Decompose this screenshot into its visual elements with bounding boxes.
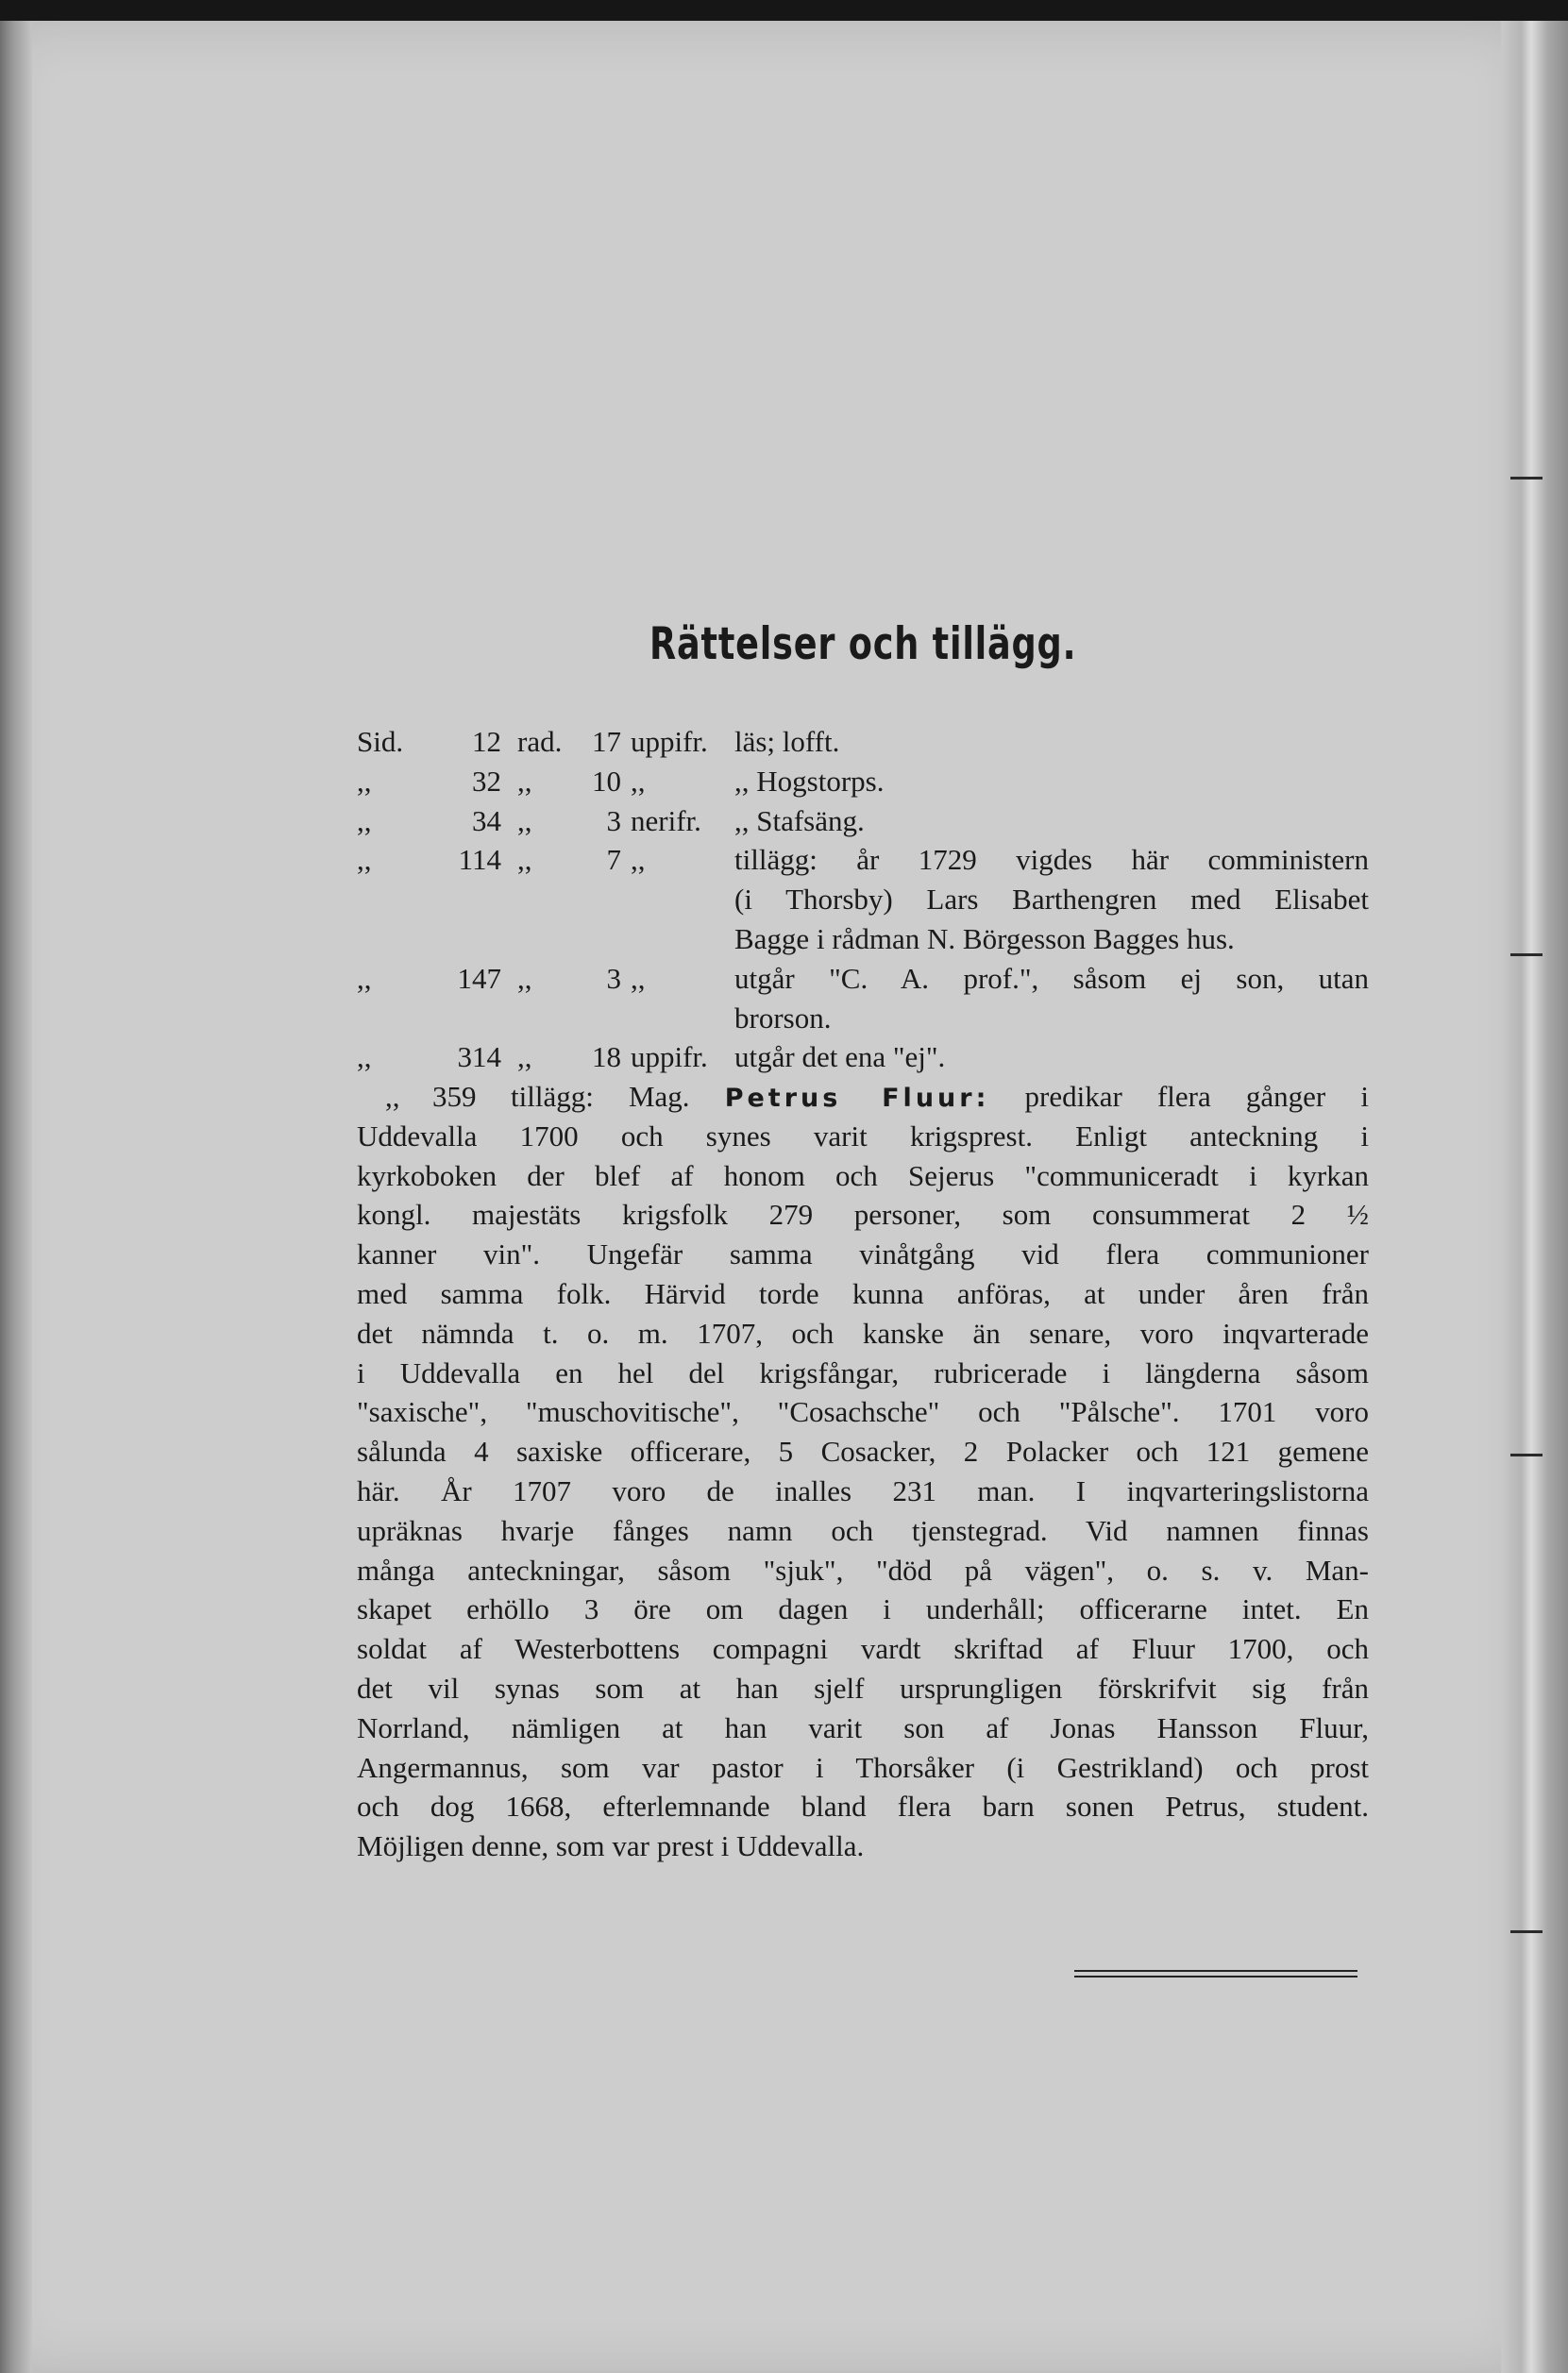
addendum-paragraph (357, 1077, 1369, 1866)
addendum-first-text (511, 1077, 1369, 1119)
addendum-line: upräknas hvarje fånges namn och tjenstegrad. Vid namnen finnas (357, 1513, 1369, 1547)
errata-correction (734, 722, 1369, 762)
errata-prefix: ,, (357, 843, 372, 877)
addendum-line: soldat af Westerbottens compagni vardt skriftad af Fluur 1700, och (357, 1632, 1369, 1666)
errata-correction-line: utgår det ena "ej". (734, 1040, 946, 1074)
errata-correction (734, 840, 1369, 958)
addendum-line: "saxische", "muschovitische", "Cosachsche" och "Pålsche". 1701 voro (357, 1395, 1369, 1429)
errata-line: 10 (592, 764, 621, 798)
page-edge-mark (1510, 477, 1543, 480)
errata-direction: uppifr. (631, 1040, 708, 1074)
addendum-name: Petrus Fluur: (724, 1084, 990, 1113)
addendum-line: med samma folk. Härvid torde kunna anföras, at under åren från (357, 1276, 1369, 1310)
page-edge-mark (1510, 1454, 1543, 1456)
errata-correction-line: (i Thorsby) Lars Barthengren med Elisabet (734, 883, 1369, 917)
errata-page: 32 (472, 764, 501, 798)
addendum-line: det nämnda t. o. m. 1707, och kanske än senare, voro inqvarterade (357, 1316, 1369, 1350)
errata-prefix: ,, (357, 961, 372, 995)
addendum-first-rest: predikar flera gånger i (1024, 1080, 1369, 1113)
errata-direction: ,, (631, 961, 646, 995)
errata-line: 7 (606, 843, 621, 877)
closing-rule (1074, 1970, 1357, 1972)
page-title: Rättelser och tillägg. (649, 618, 1077, 670)
errata-correction-line: läs; lofft. (734, 725, 840, 758)
errata-line: 3 (606, 961, 621, 995)
errata-direction: nerifr. (631, 803, 701, 837)
errata-correction (734, 1037, 1369, 1077)
addendum-line: Uddevalla 1700 och synes varit krigsprest. Enligt anteckning i (357, 1119, 1369, 1153)
addendum-first-line (357, 1077, 1369, 1117)
errata-row-label: ,, (517, 1040, 532, 1074)
errata-correction (734, 801, 1369, 841)
addendum-page-number: 359 (432, 1080, 477, 1113)
errata-row (357, 840, 1369, 958)
errata-row (357, 959, 1369, 1038)
addendum-line: det vil synas som at han sjelf ursprungligen förskrifvit sig från (357, 1671, 1369, 1705)
addendum-line: Norrland, nämligen at han varit son af Jonas Hansson Fluur, (357, 1710, 1369, 1744)
errata-list (357, 722, 1369, 1077)
errata-direction: ,, (631, 764, 646, 798)
addendum-line: många anteckningar, såsom "sjuk", "död på vägen", o. s. v. Man- (357, 1553, 1369, 1587)
errata-correction-line: Bagge i rådman N. Börgesson Bagges hus. (734, 921, 1235, 955)
addendum-line: Angermannus, som var pastor i Thorsåker (i Gestrikland) och prost (357, 1750, 1369, 1784)
errata-prefix: ,, (357, 764, 372, 798)
errata-correction-line: utgår "C. A. prof.", såsom ej son, utan (734, 961, 1369, 995)
errata-line: 17 (592, 725, 621, 758)
errata-correction-line: ,, Stafsäng. (734, 803, 865, 837)
addendum-line: kanner vin". Ungefär samma vinåtgång vid flera communioner (357, 1237, 1369, 1271)
errata-direction: ,, (631, 843, 646, 877)
addendum-ditto: ,, (385, 1080, 400, 1113)
errata-row (357, 722, 1369, 762)
addendum-line: kyrkoboken der blef af honom och Sejerus "communiceradt i kyrkan (357, 1158, 1369, 1192)
errata-correction-line: brorson. (734, 1001, 832, 1035)
addendum-line: och dog 1668, efterlemnande bland flera barn sonen Petrus, student. (357, 1790, 1369, 1824)
page-edge-mark (1510, 1930, 1543, 1933)
errata-row-label: ,, (517, 961, 532, 995)
addendum-line: sålunda 4 saxiske officerare, 5 Cosacker, 2 Polacker och 121 gemene (357, 1435, 1369, 1469)
errata-correction-line: tillägg: år 1729 vigdes här comministern (734, 843, 1369, 877)
errata-row-label: ,, (517, 764, 532, 798)
page-edge-mark (1510, 953, 1543, 956)
book-spine (0, 21, 32, 2373)
errata-correction (734, 762, 1369, 801)
errata-prefix: Sid. (357, 725, 404, 758)
addendum-line: skapet erhöllo 3 öre om dagen i underhåll; officerarne intet. En (357, 1592, 1369, 1626)
closing-rule (1074, 1976, 1357, 1978)
errata-line: 3 (606, 803, 621, 837)
addendum-line: i Uddevalla en hel del krigsfångar, rubricerade i längderna såsom (357, 1355, 1369, 1389)
errata-prefix: ,, (357, 1040, 372, 1074)
errata-page: 147 (457, 961, 501, 995)
errata-prefix: ,, (357, 803, 372, 837)
errata-page: 34 (472, 803, 501, 837)
addendum-lead: tillägg: Mag. (511, 1080, 690, 1113)
errata-page: 314 (457, 1040, 501, 1074)
errata-direction: uppifr. (631, 725, 708, 758)
errata-row (357, 801, 1369, 841)
errata-page: 114 (458, 843, 501, 877)
errata-correction-line: ,, Hogstorps. (734, 764, 885, 798)
errata-row-label: rad. (517, 725, 563, 758)
errata-page: 12 (472, 725, 501, 758)
errata-row-label: ,, (517, 803, 532, 837)
errata-row (357, 762, 1369, 801)
errata-row-label: ,, (517, 843, 532, 877)
errata-row (357, 1037, 1369, 1077)
errata-line: 18 (592, 1040, 621, 1074)
page-edge (1501, 21, 1568, 2373)
addendum-line: Möjligen denne, som var prest i Uddevalla. (357, 1829, 865, 1863)
addendum-line: kongl. majestäts krigsfolk 279 personer, som consummerat 2 ½ (357, 1198, 1369, 1232)
errata-correction (734, 959, 1369, 1038)
addendum-body (357, 1117, 1369, 1866)
addendum-line: här. År 1707 voro de inalles 231 man. I inqvarteringslistorna (357, 1473, 1369, 1507)
